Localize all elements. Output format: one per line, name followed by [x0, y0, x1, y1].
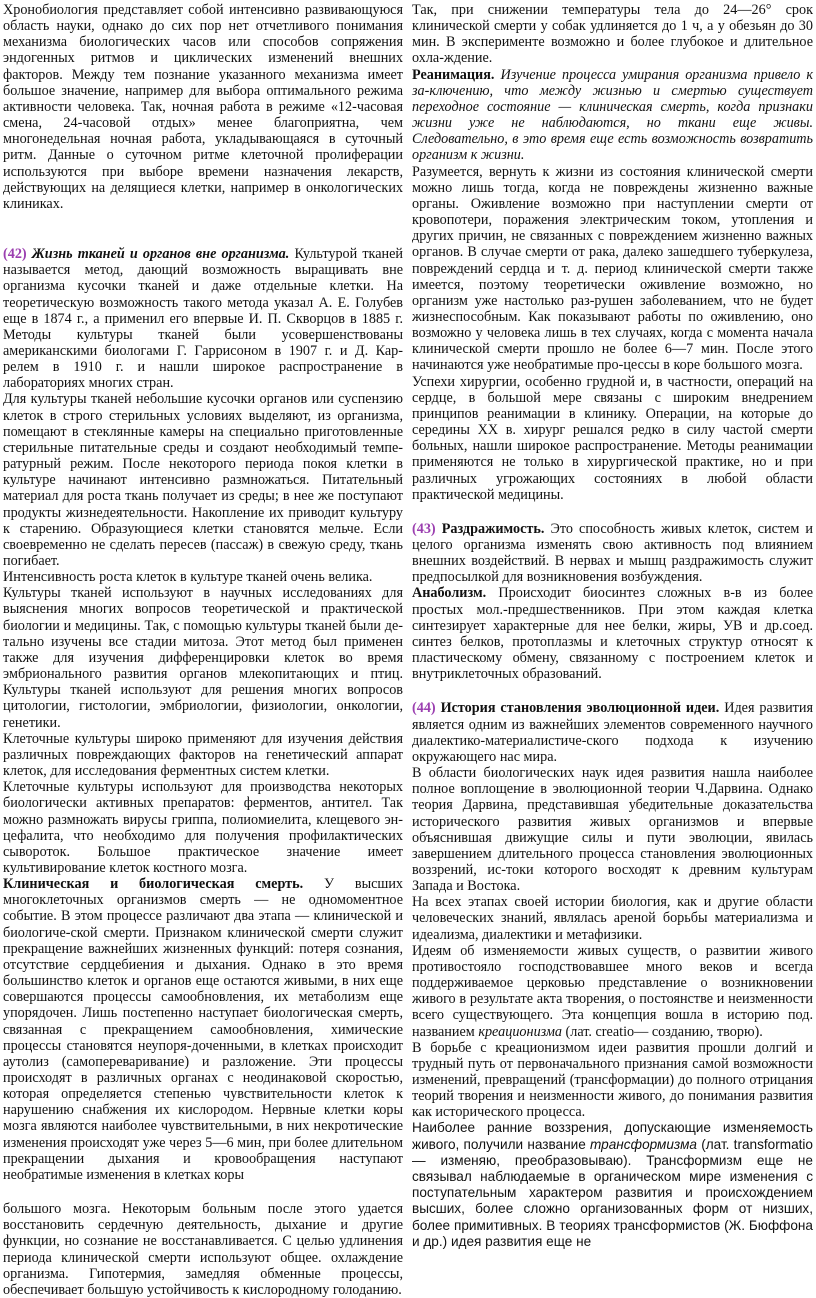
section-43-number: (43)	[412, 520, 436, 537]
paragraph-revival: Разумеется, вернуть к жизни из состояния клинической смерти можно лишь тогда, когда не повреждены жизненно важные органы. Оживление возможно при наступлении смерти от кровопотери, поражения электрическим током, утопления и других причин, не связанных с повреждением жизненно важных органов. В случае смерти от рака, далеко зашедшего туберкулеза, повреждений сердца и т. д. период клинической смерти также имеется, поэтому теоретически оживление возможно, но организм уже настолько раз-рушен заболеванием, что не будет жизнеспособным. Как показывают работы по оживлению, оно возможно у человека лишь в тех случаях, когда с момента начала клинической смерти прошло не более 6—7 мин. После этого начинаются уже необратимые про-цессы в коре большого мозга.	[412, 163, 813, 374]
section-44-text: Идея развития является одним из важнейших элементов современного научного диалектико-материалистиче-ского подхода к изучению окружающего нас мира.	[412, 700, 814, 765]
creationism-term: креационизма	[478, 1023, 562, 1040]
clinical-death-title: Клиническая и биологическая смерть.	[3, 876, 304, 893]
section-42-number: (42)	[3, 246, 27, 263]
section-44	[412, 700, 813, 765]
paragraph-materialism: На всех этапах своей истории биология, как и другие области человеческих знаний, являлась ареной борьбы материализма и идеализма, диалектики и метафизики.	[412, 894, 813, 943]
paragraph-tissue-culture-method: Для культуры тканей небольшие кусочки органов или суспензию клеток в строго стерильных условиях выделяют, из организма, помещают в стеклянные камеры на специально приготовленные стерильные питательные среды и создают необходимый темпе-ратурный режим. После некоторого периода покоя клетки в культуре начинают интенсивно размножаться. Питательный материал для роста ткань получает из среды; в нее же поступают продукты жизнедеятельности. Накопление их приводит культуру к старению. Образующиеся клетки становятся мельче. Если своевременно не сделать пересев (пассаж) в свежую среду, ткань погибает.	[3, 391, 403, 569]
clinical-death-text: У высших многоклеточных организмов смерть — не одномоментное событие. В этом процессе различают два этапа — клинической и биологиче-ской смерти. Признаком клинической смерти служит прекращение важнейших жизненных функций: потеря сознания, отсутствие сердцебиения и дыхания. Однако в это время большинство клеток и органов еще остаются живыми, в них еще совершаются процессы самообновления, их метаболизм еще упорядочен. Лишь постепенно наступает биологическая смерть, связанная с прекращением самообновления, химические процессы становятся неупоря-доченными, в клетках происходит аутолиз (самопереваривание) и разложение. Эти процессы происходят в различных органах с неодинаковой скоростью, которая определяется степенью чувствительности клеток к нарушению снабжения их кислородом. Нервные клетки коры мозга являются наиболее чувствительными, в них некротические изменения происходят уже через 5—6 мин, при более длительном прекращении дыхания и кровообращения наступают необратимые изменения в клетках коры	[3, 876, 404, 1183]
paragraph-growth-intensity: Интенсивность роста клеток в культуре тканей очень велика.	[3, 569, 373, 586]
section-42-title: Жизнь тканей и органов вне организма.	[31, 246, 290, 263]
section-44-title: История становления эволюционной идеи.	[440, 700, 720, 717]
paragraph-culture-uses: Культуры тканей используют в научных исследованиях для выяснения многих вопросов теоретической и практической биологии и медицины. Так, с помощью культуры тканей были де-тально изучены все стадии митоза. Этот метод был применен также для изучения дифференцировки клеток во время эмбрионального развития органов млекопитающих и птиц. Культуры тканей используют для решения многих вопросов цитологии, гистологии, эмбриологии, физиологии, онкологии, генетики.	[3, 585, 403, 731]
section-43-text: Это способность живых клеток, систем и целого организма изменять свою активность под влиянием внешних воздействий. В нервах и мышц раздражимость служит предпосылкой для возникновения возбуждения.	[412, 520, 814, 586]
paragraph-reanimation	[412, 67, 813, 164]
right-column	[412, 2, 813, 1250]
paragraph-transformism	[412, 1120, 813, 1250]
creationism-end: (лат. creatio— созданию, творю).	[565, 1023, 763, 1040]
transformism-term: трансформизма	[590, 1136, 697, 1152]
section-43	[412, 521, 813, 586]
paragraph-clinical-death	[3, 876, 403, 1183]
paragraph-biologics-production: Клеточные культуры используют для производства некоторых биологически активных препаратов: ферментов, антител. Так можно размножать вирусы гриппа, полиомиелита, клещевого эн-цефалита, что необходимо для получения профилактических сывороток. Большое практическое значение имеет культивирование клеток костного мозга.	[3, 779, 403, 876]
paragraph-chronobiology: Хронобиология представляет собой интенсивно развивающуюся область науки, однако до сих пор нет отчетливого понимания механизма биологических часов или способов сопряжения эндогенных ритмов и циклических изменений внешних факторов. Между тем познание указанного механизма имеет большое значение, например для выбора оптимального режима активности человека. Так, ночная работа в режиме «12-часовая смена, 24-часовой отдых» менее благоприятна, чем многонедельная ночная работа, укладывающаяся в суточный ритм. Данные о суточном ритме клеточной пролиферации используются при выборе времени назначения лекарств, действующих на делящиеся клетки, например в онкологических клиниках.	[3, 2, 403, 212]
paragraph-genetic-damage: Клеточные культуры широко применяют для изучения действия различных повреждающих факторов на генетический аппарат клеток, для исследования ферментных систем клетки.	[3, 730, 403, 780]
paragraph-surgery: Успехи хирургии, особенно грудной и, в частности, операций на сердце, в большой мере связаны с широким внедрением принципов реанимации в клинику. Операции, на которые до середины XX в. хирург решался редко в силу частой смерти больных, нашли широкое распространение. Методы реанимации применяются не только в хирургической практике, но и при различных угрожающих состояниях в любой области практической медицины.	[412, 373, 813, 503]
transformism-end: (лат. transformatio — изменяю, преобразовываю). Трансформизм еще не связывал наблюдаемые в органическом мире изменения с поступательным характером развития и происхождением высших, более сложно организованных форм от низших, более примитивных. В теориях трансформистов (Ж. Бюффона и др.) идея развития еще не	[412, 1136, 813, 1249]
paragraph-darwin: В области биологических наук идея развития нашла наиболее полное воплощение в эволюционной теории Ч.Дарвина. Однако теория Дарвина, представившая убедительные доказательства исторического развития живых организмов и впервые объяснившая движущие силы и пути эволюции, явилась завершением длительного процесса становления эволюционных воззрений, ис-токи которого восходят к древним культурам Запада и Востока.	[412, 765, 813, 895]
paragraph-hypothermia: большого мозга. Некоторым больным после этого удается восстановить сердечную деятельность, дыхание и другие функции, но сознание не восстанавливается. С целью удлинения периода клинической смерти используют общее. охлаждение организма. Гипотермия, замедляя обменные процессы, обеспечивает большую устойчивость к кислородному голоданию.	[3, 1201, 403, 1298]
creationism-text: Идеям об изменяемости живых существ, о развитии живого противостояло господствовавшее много веков и всегда поддерживаемое церковью представление о возникновении живого в результате акта творения, о постоянстве и неизменности всего существующего. Эта концепция вошла в историю под. названием	[412, 942, 813, 1040]
section-42-text: Культурой тканей называется метод, дающий возможность выращивать вне организма кусочки тканей и даже отдельные клетки. На теоретическую возможность такого метода указал А. Е. Голубев еще в 1874 г., а применил его впервые И. П. Скворцов в 1885 г. Методы культуры тканей были усовершенствованы американскими биологами Г. Гаррисоном в 1907 г. и Д. Кар-релем в 1910 г. и нашли широкое распространение в лабораториях многих стран.	[3, 246, 404, 392]
paragraph-cooling: Так, при снижении температуры тела до 24—26° срок клинической смерти у собак удлиняется до 1 ч, а у обезьян до 30 мин. В эксперименте возможно и более глубокое и длительное охла-ждение.	[412, 2, 813, 67]
anabolism-title: Анаболизм.	[412, 585, 487, 602]
paragraph-struggle: В борьбе с креационизмом идеи развития прошли долгий и трудный путь от первоначального признания самой возможности изменений, превращений (трансформации) до полного отрицания теорий творения и неизменности живого, до понимания развития как исторического процесса.	[412, 1039, 813, 1121]
anabolism-text: Происходит биосинтез сложных в-в из более простых мол.-предшественников. При этом каждая клетка синтезирует характерные для нее белки, жиры, УВ и др.соед. синтез белков, протоплазмы и клеточных структур относят к пластическому обмену, связанному с построением клеток и внутриклеточных образований.	[412, 585, 814, 683]
paragraph-creationism	[412, 943, 813, 1040]
section-42	[3, 246, 403, 391]
paragraph-anabolism	[412, 585, 813, 682]
transformism-start: Наиболее ранние воззрения, допускающие изменяемость живого, получили название	[412, 1120, 813, 1152]
reanimation-title: Реанимация.	[412, 66, 495, 83]
section-44-number: (44)	[412, 700, 436, 717]
reanimation-text: Изучение процесса умирания организма привело к за-ключению, что между жизнью и смертью существует переходное состояние — клиническая смерть, когда признаки жизни уже не наблюдаются, но ткани еще живы. Следовательно, в это время еще есть возможность возвратить организм к жизни.	[412, 66, 813, 164]
section-43-title: Раздражимость.	[441, 520, 545, 537]
left-column	[3, 2, 403, 1298]
